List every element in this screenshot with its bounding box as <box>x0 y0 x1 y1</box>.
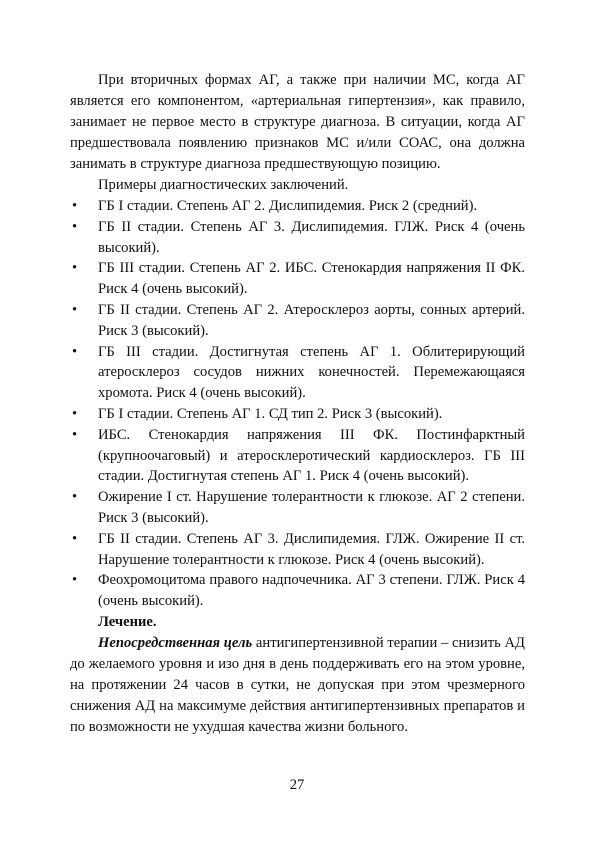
list-item-text: ГБ I стадии. Степень АГ 1. СД тип 2. Риск 3 (высокий). <box>98 405 443 422</box>
page-number: 27 <box>289 777 305 793</box>
bullet-icon: • <box>72 343 78 360</box>
list-item-text: ГБ III стадии. Достигнутая степень АГ 1. Облитерирующий атеросклероз сосудов нижних конечностей. Перемежающаяся хромота. Риск 4 (очень высокий). <box>98 343 525 402</box>
examples-intro: Примеры диагностических заключений. <box>98 177 349 193</box>
goal-term: Непосредственная цель <box>98 634 253 651</box>
page-content <box>70 70 525 738</box>
list-item-text: ГБ I стадии. Степень АГ 2. Дислипидемия. Риск 2 (средний). <box>98 198 478 214</box>
bullet-icon: • <box>72 218 78 235</box>
list-item <box>70 217 525 259</box>
list-item-text: ИБС. Стенокардия напряжения III ФК. Постинфарктный (крупноочаговый) и атеросклеротический кардиосклероз. ГБ III стадии. Достигнутая степень АГ 1. Риск 4 (очень высокий). <box>98 426 525 485</box>
list-item-text: ГБ II стадии. Степень АГ 2. Атеросклероз аорты, сонных артерий. Риск 3 (высокий). <box>98 301 525 339</box>
list-item <box>70 529 525 571</box>
bullet-icon: • <box>72 301 78 318</box>
diagnosis-examples-list <box>70 196 525 612</box>
list-item <box>70 342 525 404</box>
goal-text: антигипертензивной терапии – снизить АД до желаемого уровня и изо дня в день поддерживать его на этом уровне, на протяжении 24 часов в сутки, не допуская при этом чрезмерного снижения АД на максимуме действия антигипертензивных препаратов и по возможности не ухудшая качества жизни больного. <box>70 634 525 735</box>
bullet-icon: • <box>72 426 78 443</box>
list-item-text: ГБ II стадии. Степень АГ 3. Дислипидемия. ГЛЖ. Ожирение II ст. Нарушение толерантности к глюкозе. Риск 4 (очень высокий). <box>98 530 525 568</box>
bullet-icon: • <box>72 530 78 547</box>
bullet-icon: • <box>72 260 78 277</box>
list-item-text: Ожирение I ст. Нарушение толерантности к глюкозе. АГ 2 степени. Риск 3 (высокий). <box>98 489 525 526</box>
list-item <box>70 404 525 425</box>
list-item <box>70 258 525 300</box>
list-item <box>70 425 525 487</box>
list-item-text: Феохромоцитома правого надпочечника. АГ 3 степени. ГЛЖ. Риск 4 (очень высокий). <box>98 572 525 610</box>
bullet-icon: • <box>72 489 78 506</box>
bullet-icon: • <box>72 405 78 422</box>
paragraph-secondary-forms: При вторичных формах АГ, а также при наличии МС, когда АГ является его компонентом, «артериальная гипертензия», как правило, занимает не первое место в структуре диагноза. В ситуации, когда АГ предшествовала появлению признаков МС и/или СОАС, она должна занимать в структуре диагноза предшествующую позицию. <box>70 72 525 172</box>
list-item-text: ГБ III стадии. Степень АГ 2. ИБС. Стенокардия напряжения II ФК. Риск 4 (очень высокий). <box>98 260 525 298</box>
list-item <box>70 487 525 529</box>
list-item <box>70 196 525 217</box>
bullet-icon: • <box>72 572 78 589</box>
list-item <box>70 570 525 612</box>
list-item <box>70 300 525 342</box>
list-item-text: ГБ II стадии. Степень АГ 3. Дислипидемия. ГЛЖ. Риск 4 (очень высокий). <box>98 218 525 256</box>
treatment-goal-paragraph <box>70 633 525 738</box>
bullet-icon: • <box>72 198 78 214</box>
treatment-heading: Лечение. <box>98 613 157 630</box>
